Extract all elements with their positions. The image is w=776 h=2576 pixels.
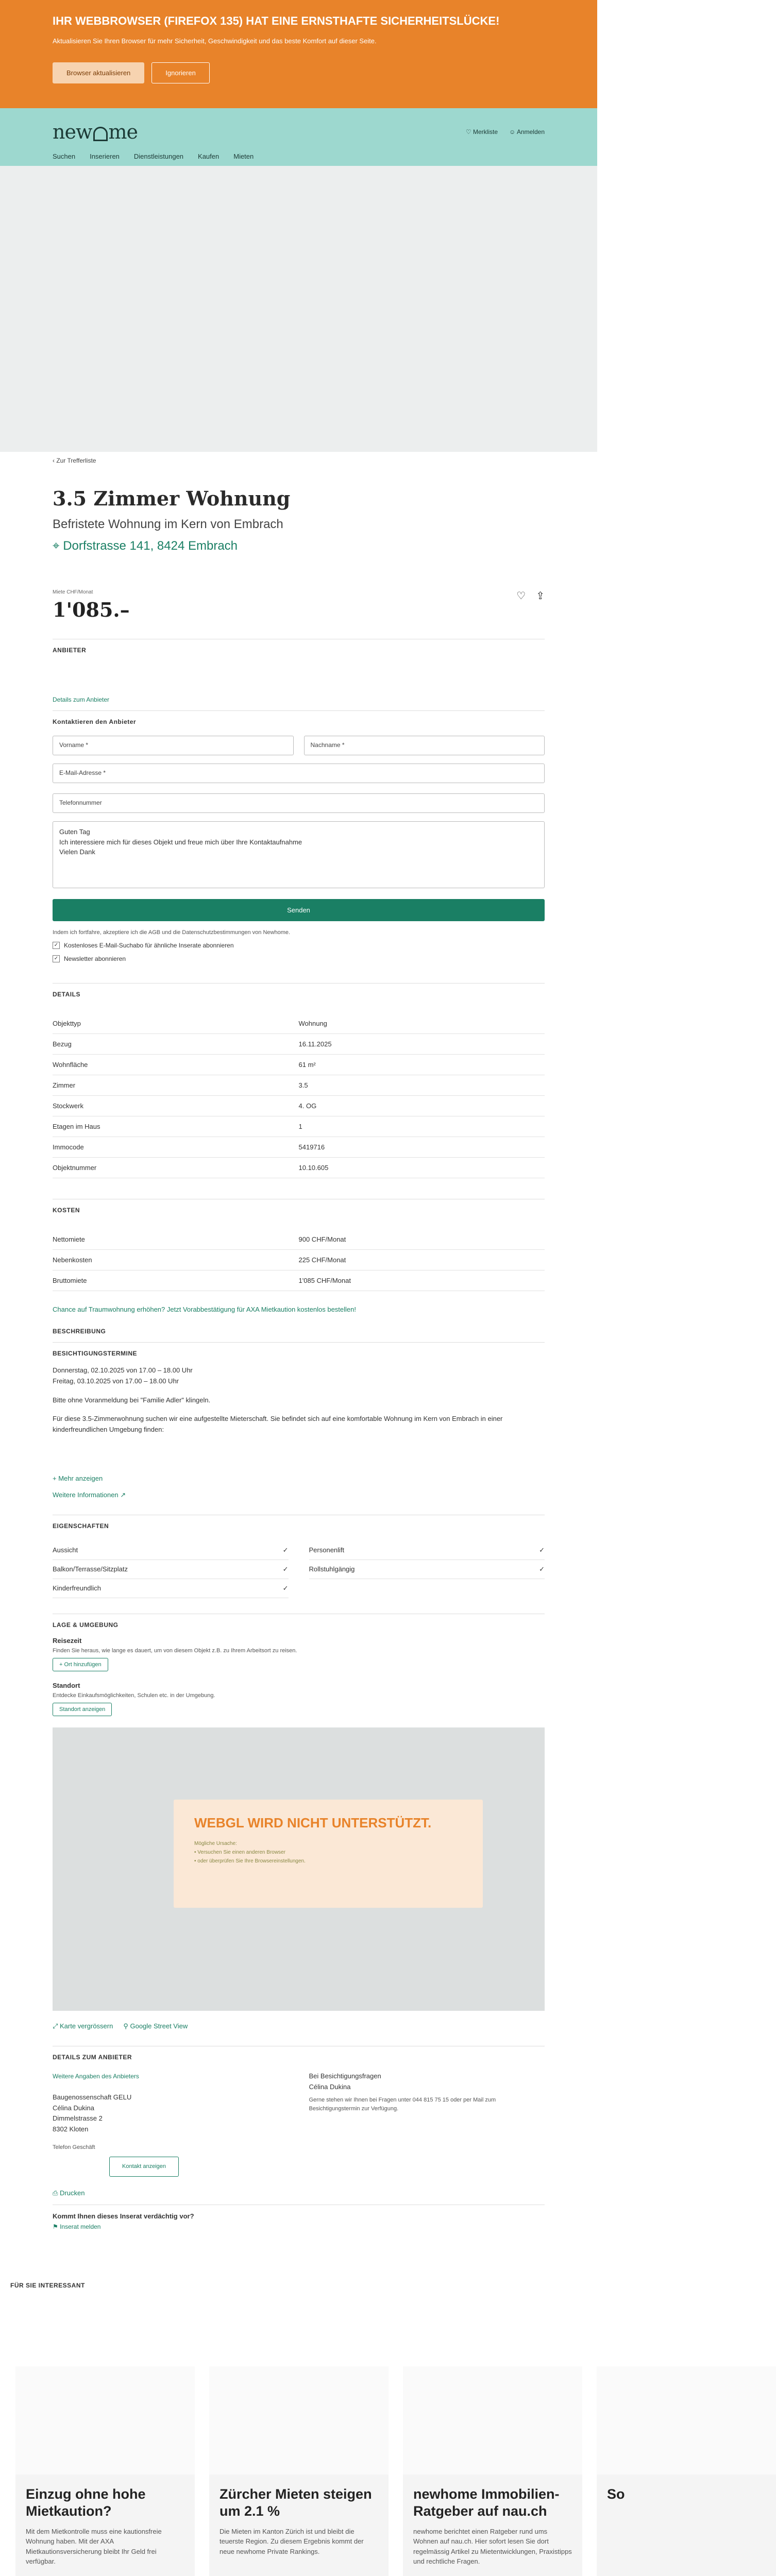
checkbox-checked-icon: ✓	[53, 955, 60, 962]
listing-subtitle: Befristete Wohnung im Kern von Embrach	[53, 517, 283, 531]
firstname-input[interactable]: Vorname *	[53, 736, 294, 755]
table-row	[53, 1055, 545, 1075]
row-label: Nettomiete	[53, 1229, 299, 1250]
article-card[interactable]	[403, 2366, 582, 2576]
update-browser-button[interactable]: Browser aktualisieren	[53, 62, 144, 83]
article-body	[597, 2475, 776, 2576]
row-value: 225 CHF/Monat	[299, 1250, 545, 1270]
visit-contact-label: Bei Besichtigungsfragen	[309, 2072, 381, 2080]
details-table	[53, 1013, 545, 1178]
heart-icon: ♡	[465, 128, 471, 135]
developer-heading: DETAILS ZUM ANBIETER	[53, 2053, 132, 2061]
table-row	[53, 1158, 545, 1178]
costs-heading: KOSTEN	[53, 1207, 80, 1214]
table-row	[53, 1096, 545, 1116]
visit-contact-text: Gerne stehen wir Ihnen bei Fragen unter 044 815 75 15 oder per Mail zum Besichtigungstermin zur Verfügung.	[309, 2096, 496, 2112]
row-label: Objektnummer	[53, 1158, 299, 1178]
check-icon: ✓	[282, 1546, 289, 1554]
show-contact-button[interactable]: Kontakt anzeigen	[109, 2157, 179, 2177]
nav-kaufen[interactable]: Kaufen	[198, 152, 220, 160]
price: 1'085.–	[53, 598, 130, 621]
travel-text: Finden Sie heraus, wie lange es dauert, um von diesem Objekt z.B. zu Ihrem Arbeitsort zu reisen.	[53, 1647, 297, 1654]
visit-heading: BESICHTIGUNGSTERMINE	[53, 1350, 138, 1357]
webgl-title: WEBGL WIRD NICHT UNTERSTÜTZT.	[194, 1815, 432, 1831]
article-image	[209, 2366, 389, 2475]
house-icon	[93, 127, 108, 141]
anbieter-details-link[interactable]: Details zum Anbieter	[53, 696, 110, 703]
article-title: Zürcher Mieten steigen um 2.1 %	[220, 2486, 372, 2519]
row-value: 3.5	[299, 1075, 545, 1096]
enlarge-map-link[interactable]: ⤢ Karte vergrössern	[53, 2022, 113, 2030]
feature-label: Kinderfreundlich	[53, 1584, 101, 1592]
article-body	[403, 2475, 582, 2576]
description-heading: BESCHREIBUNG	[53, 1328, 106, 1335]
more-heading: FÜR SIE INTERESSANT	[10, 2282, 85, 2290]
address-link[interactable]: ⌖ Dorfstrasse 141, 8424 Embrach	[53, 539, 238, 553]
report-link[interactable]: ⚑ Inserat melden	[53, 2223, 101, 2231]
chevron-left-icon: ‹	[53, 457, 57, 464]
newsletter-checkbox[interactable]: ✓ Newsletter abonnieren	[53, 955, 545, 962]
row-value: 16.11.2025	[299, 1034, 545, 1055]
article-text: Mit dem Mietkontrolle muss eine kautionsfreie Wohnung haben. Mit der AXA Mietkautionsversicherung bleibt Ihr Geld frei verfügbar.	[26, 2527, 162, 2566]
user-icon: ☺	[509, 128, 516, 135]
site-header	[0, 108, 597, 166]
print-link[interactable]: ⎙ Drucken	[53, 2189, 85, 2197]
row-label: Zimmer	[53, 1075, 299, 1096]
row-value: 5419716	[299, 1137, 545, 1158]
contact-form	[53, 736, 545, 962]
check-icon: ✓	[282, 1565, 289, 1573]
check-icon: ✓	[539, 1546, 545, 1554]
share-icon[interactable]: ⇪	[536, 590, 545, 602]
article-text	[607, 2510, 766, 2576]
phone-label: Telefon Geschäft	[53, 2144, 95, 2150]
visit-contact-name: Célina Dukina	[309, 2082, 351, 2091]
row-value: 900 CHF/Monat	[299, 1229, 545, 1250]
article-title: Einzug ohne hohe Mietkaution?	[26, 2486, 146, 2519]
article-card[interactable]	[209, 2366, 389, 2576]
checkbox-checked-icon: ✓	[53, 942, 60, 949]
browser-warning-banner	[0, 0, 597, 108]
row-label: Wohnfläche	[53, 1055, 299, 1075]
article-title: newhome Immobilien-Ratgeber auf nau.ch	[413, 2486, 560, 2519]
table-row	[53, 1034, 545, 1055]
map-area[interactable]	[53, 1727, 545, 2011]
article-image	[403, 2366, 582, 2475]
table-row	[53, 1270, 545, 1291]
webgl-warning	[174, 1800, 483, 1908]
row-value: Wohnung	[299, 1013, 545, 1034]
article-text: Die Mieten im Kanton Zürich ist und bleibt die teuerste Region. Zu diesem Ergebnis kommt der neue newhome Private Rankings.	[220, 2527, 364, 2555]
report-question: Kommt Ihnen dieses Inserat verdächtig vor?	[53, 2212, 194, 2221]
table-row	[53, 1137, 545, 1158]
check-icon: ✓	[282, 1584, 289, 1592]
row-label: Bezug	[53, 1034, 299, 1055]
message-textarea[interactable]	[53, 821, 545, 888]
developer-more-link[interactable]: Weitere Angaben des Anbieters	[53, 2072, 139, 2080]
table-row	[53, 1013, 545, 1034]
legal-text: Indem ich fortfahre, akzeptiere ich die AGB und die Datenschutzbestimmungen von Newhome.	[53, 929, 291, 936]
row-label: Objekttyp	[53, 1013, 299, 1034]
page-title: 3.5 Zimmer Wohnung	[53, 487, 291, 510]
features-list	[53, 1541, 545, 1598]
axa-link[interactable]: Chance auf Traumwohnung erhöhen? Jetzt Vorabbestätigung für AXA Mietkaution kostenlos bestellen!	[53, 1306, 356, 1313]
article-image	[597, 2366, 776, 2475]
company-address: Baugenossenschaft GELU Célina Dukina Dimmelstrasse 2 8302 Kloten	[53, 2093, 132, 2133]
check-icon: ✓	[539, 1565, 545, 1573]
banner-title: IHR WEBBROWSER (FIREFOX 135) HAT EINE ERNSTHAFTE SICHERHEITSLÜCKE!	[53, 14, 500, 27]
article-image	[15, 2366, 195, 2475]
logo[interactable]: new me	[53, 121, 138, 143]
lastname-input[interactable]: Nachname *	[304, 736, 545, 755]
row-label: Bruttomiete	[53, 1270, 299, 1291]
send-button[interactable]: Senden	[53, 899, 545, 921]
table-row	[53, 1250, 545, 1270]
desc-p1: Bitte ohne Voranmeldung bei "Familie Adler" klingeln.	[53, 1396, 211, 1404]
flag-icon: ⚑	[53, 2223, 60, 2231]
webgl-text: Mögliche Ursache: • Versuchen Sie einen anderen Browser • oder überprüfen Sie Ihre Browsereinstellungen.	[194, 1841, 306, 1865]
show-more-link[interactable]: + Mehr anzeigen	[53, 1474, 103, 1482]
nav-dienstleistungen[interactable]: Dienstleistungen	[133, 152, 184, 160]
expand-icon: ⤢	[53, 2022, 60, 2030]
feature-item	[53, 1579, 289, 1598]
banner-text: Aktualisieren Sie Ihren Browser für mehr Sicherheit, Geschwindigkeit und das beste Komfort auf dieser Seite.	[53, 37, 377, 45]
feature-label: Balkon/Terrasse/Sitzplatz	[53, 1565, 128, 1573]
feature-label: Aussicht	[53, 1546, 78, 1554]
feature-item	[309, 1541, 545, 1560]
article-body	[15, 2475, 195, 2576]
pin-icon: ⌖	[53, 539, 63, 553]
feature-label: Personenlift	[309, 1546, 345, 1554]
desc-p2: Für diese 3.5-Zimmerwohnung suchen wir eine aufgestellte Mieterschaft. Sie befindet sich auf eine komfortable Wohnung im Kern von Embrach in einer kinderfreundlichen Umgebung finden:	[53, 1415, 503, 1434]
image-gallery-placeholder	[0, 166, 597, 452]
article-text: newhome berichtet einen Ratgeber rund ums Wohnen auf nau.ch. Hier sofort lesen Sie dort regelmässig Artikel zu Mietentwicklungen, Praxistipps und rechtliche Fragen.	[413, 2527, 572, 2566]
ignore-button[interactable]: Ignorieren	[151, 62, 210, 83]
row-value: 1'085 CHF/Monat	[299, 1270, 545, 1291]
printer-icon: ⎙	[53, 2189, 60, 2197]
row-value: 1	[299, 1116, 545, 1137]
more-info-link[interactable]: Weitere Informationen ↗	[53, 1490, 126, 1499]
table-row	[53, 1075, 545, 1096]
row-label: Etagen im Haus	[53, 1116, 299, 1137]
article-card[interactable]	[15, 2366, 195, 2576]
contact-heading: Kontaktieren den Anbieter	[53, 718, 137, 725]
row-value: 10.10.605	[299, 1158, 545, 1178]
article-carousel	[15, 2366, 625, 2576]
nav-inserieren[interactable]: Inserieren	[90, 152, 120, 160]
heart-icon[interactable]: ♡	[516, 590, 526, 602]
row-label: Immocode	[53, 1137, 299, 1158]
person-icon: ⚲	[123, 2022, 130, 2030]
email-input[interactable]: E-Mail-Adresse *	[53, 764, 545, 783]
location-subheading: Standort	[53, 1681, 80, 1689]
location-heading: LAGE & UMGEBUNG	[53, 1621, 119, 1629]
login-link[interactable]: ☺ Anmelden	[509, 128, 545, 135]
row-label: Nebenkosten	[53, 1250, 299, 1270]
nav-mieten[interactable]: Mieten	[233, 152, 254, 160]
article-title: So	[607, 2486, 625, 2502]
features-heading: EIGENSCHAFTEN	[53, 1522, 109, 1530]
location-text: Entdecke Einkaufsmöglichkeiten, Schulen etc. in der Umgebung.	[53, 1692, 215, 1699]
row-value: 61 m²	[299, 1055, 545, 1075]
feature-item	[53, 1560, 289, 1579]
feature-item	[309, 1560, 545, 1579]
table-row	[53, 1229, 545, 1250]
table-row	[53, 1116, 545, 1137]
main-nav	[53, 152, 545, 160]
article-body	[209, 2475, 389, 2576]
back-link[interactable]: ‹ Zur Trefferliste	[53, 457, 96, 464]
nav-suchen[interactable]: Suchen	[53, 152, 76, 160]
search-subscription-checkbox[interactable]: ✓ Kostenloses E-Mail-Suchabo für ähnliche Inserate abonnieren	[53, 942, 545, 949]
costs-table	[53, 1229, 545, 1291]
travel-heading: Reisezeit	[53, 1636, 82, 1645]
bookmarks-link[interactable]: ♡ Merkliste	[465, 128, 498, 135]
row-value: 4. OG	[299, 1096, 545, 1116]
phone-input[interactable]: Telefonnummer	[53, 793, 545, 813]
article-card[interactable]	[597, 2366, 776, 2576]
visit-dates: Donnerstag, 02.10.2025 von 17.00 – 18.00 Uhr Freitag, 03.10.2025 von 17.00 – 18.00 Uhr	[53, 1366, 193, 1385]
details-heading: DETAILS	[53, 991, 80, 998]
street-view-link[interactable]: ⚲ Google Street View	[123, 2022, 188, 2030]
show-location-button[interactable]: Standort anzeigen	[53, 1703, 112, 1716]
add-location-button[interactable]: + Ort hinzufügen	[53, 1658, 108, 1671]
feature-label: Rollstuhlgängig	[309, 1565, 355, 1573]
price-label: Miete CHF/Monat	[53, 589, 93, 595]
row-label: Stockwerk	[53, 1096, 299, 1116]
anbieter-heading: ANBIETER	[53, 647, 87, 654]
feature-item	[53, 1541, 289, 1560]
